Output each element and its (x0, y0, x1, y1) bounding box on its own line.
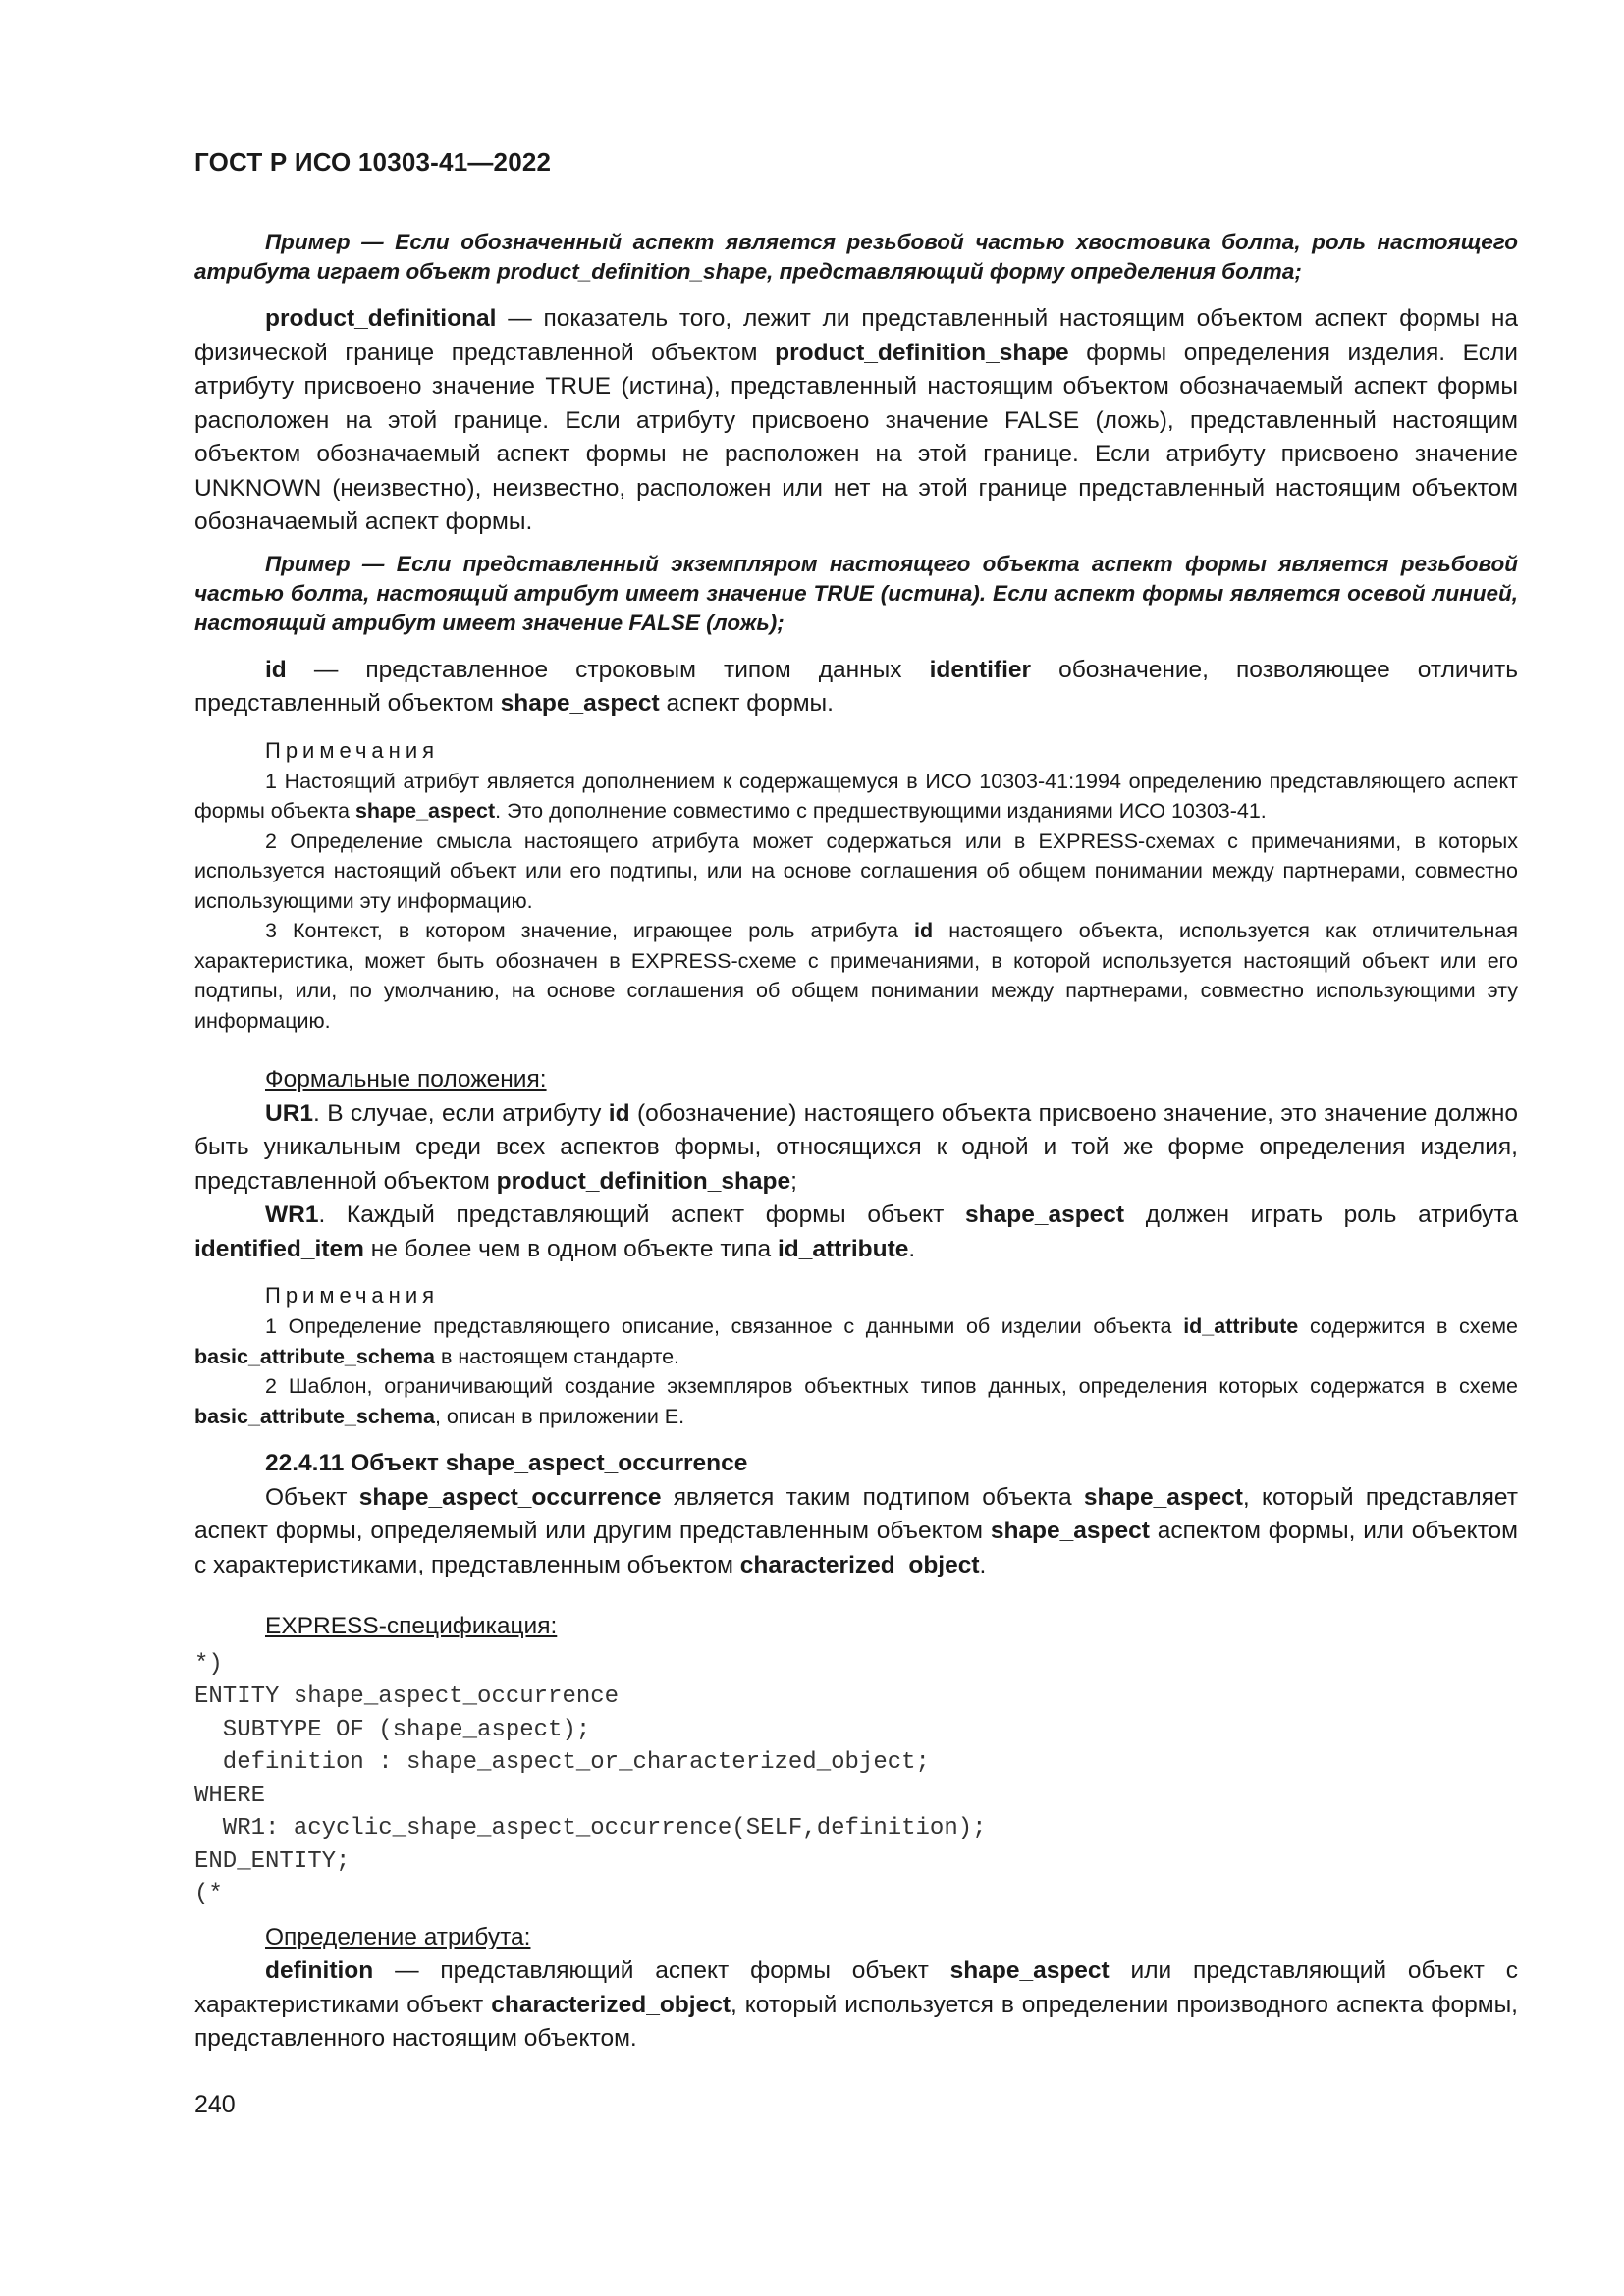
note-1-3 (194, 916, 1518, 1036)
text: не более чем в одном объекте типа (363, 1235, 778, 1262)
text: аспектом формы, или объектом с характеристиками, представленным объектом (194, 1518, 1518, 1578)
term: basic_attribute_schema (194, 1344, 435, 1368)
term: identified_item (194, 1235, 364, 1262)
formal-provisions-label: Формальные положения: (265, 1066, 547, 1093)
text: или представляющий объект с характеристиками объект (194, 1957, 1518, 2018)
note-1-2: 2 Определение смысла настоящего атрибута может содержаться или в EXPRESS-схемах с примечаниями, в которых используется настоящий объект или его подтипы, или на основе соглашения об общем понимании между партнерами, совместно использующими эту информацию. (194, 828, 1518, 913)
text: . Это дополнение совместимо с предшествующими изданиями ИСО 10303-41. (495, 799, 1267, 823)
text: (обозначение) настоящего объекта присвоено значение, это значение должно быть уникальным среди всех аспектов формы, относящихся к одной и той же форме определения изделия, представленной объектом (194, 1099, 1518, 1195)
text: формы определения изделия. Если атрибуту присвоено значение TRUE (истина), представленный настоящим объектом обозначаемый аспект формы расположен на этой границе. Если атрибуту присвоено значение FALSE (ложь), представленный настоящим объектом обозначаемый аспект формы не расположен на этой границе. Если атрибуту присвоено значение UNKNOWN (неизвестно), неизвестно, расположен или нет на этой границе представленный настоящим объектом обозначаемый аспект формы. (194, 339, 1518, 535)
text: — представляющий аспект формы объект (373, 1957, 950, 1984)
term: characterized_object (491, 1991, 731, 2018)
example-2: Пример — Если представленный экземпляром настоящего объекта аспект формы является резьбовой частью болта, настоящий атрибут имеет значение TRUE (истина). Если аспект формы является осевой линией, настоящий атрибут имеет значение FALSE (ложь); (194, 551, 1518, 635)
formal-provisions-label-wrap (194, 1063, 1518, 1097)
section-title: 22.4.11 Объект shape_aspect_occurrence (265, 1450, 748, 1476)
example-1: Пример — Если обозначенный аспект является резьбовой частью хвостовика болта, роль настоящего атрибута играет объект product_definition_shape, представляющий форму определения болта; (194, 230, 1518, 284)
text: Объект (265, 1483, 359, 1511)
text: . (979, 1551, 987, 1578)
text: в настоящем стандарте. (434, 1344, 680, 1368)
text: — показатель того, лежит ли представленный настоящим объектом аспект формы на физической границе представленной объектом (194, 305, 1518, 366)
text: 3 Контекст, в котором значение, играющее роль атрибута (265, 919, 915, 942)
term: shape_aspect (354, 799, 496, 823)
term: identifier (929, 656, 1032, 683)
text: — представленное строковым типом данных (286, 656, 930, 683)
page-content (194, 222, 1518, 2056)
text: 1 Настоящий атрибут является дополнением к содержащемуся в ИСО 10303-41:1994 определению представляющего аспект формы объекта (194, 769, 1518, 823)
text: , описан в приложении Е. (434, 1404, 685, 1428)
text: обозначение, позволяющее отличить представленный объектом (194, 656, 1518, 717)
term: id (608, 1099, 630, 1127)
paragraph-definition (194, 1954, 1518, 2056)
term-definition: definition (265, 1957, 374, 1984)
term: shape_aspect (949, 1957, 1110, 1984)
term-id: id (265, 656, 287, 683)
text: , который используется в определении производного аспекта формы, представленного настоящим объектом. (194, 1991, 1518, 2052)
express-code-block: *) ENTITY shape_aspect_occurrence SUBTYPE OF (shape_aspect); definition : shape_aspect_or_characterized_object; WHERE WR1: acyclic_shape_aspect_occurrence(SELF,definition); END_ENTITY; (* (194, 1650, 987, 1907)
term: id_attribute (777, 1235, 909, 1262)
text: , который представляет аспект формы, определяемый или другим представленным объектом (194, 1483, 1518, 1544)
text: аспект формы. (659, 690, 834, 717)
term: id_attribute (1183, 1314, 1299, 1338)
term: shape_aspect_occurrence (358, 1483, 662, 1511)
term: id (914, 919, 934, 942)
note-2-1 (194, 1311, 1518, 1371)
term-product-definitional: product_definitional (265, 305, 497, 332)
term: characterized_object (739, 1551, 980, 1578)
notes-title-2: Примечания (265, 1283, 440, 1308)
note-2-2 (194, 1371, 1518, 1431)
note-1-1 (194, 767, 1518, 827)
term: basic_attribute_schema (194, 1404, 435, 1428)
page-number: 240 (194, 2091, 236, 2118)
text: 1 Определение представляющего описание, связанное с данными об изделии объекта (265, 1314, 1184, 1338)
express-label-wrap (194, 1610, 1518, 1644)
paragraph-product-definitional (194, 302, 1518, 540)
rule-ur1 (194, 1097, 1518, 1200)
paragraph-id (194, 654, 1518, 721)
text: ; (790, 1167, 797, 1195)
rule-wr1 (194, 1199, 1518, 1266)
attribute-definition-label: Определение атрибута: (265, 1923, 531, 1950)
text: 2 Шаблон, ограничивающий создание экземпляров объектных типов данных, определения которых содержатся в схеме (265, 1374, 1518, 1398)
text: должен играть роль атрибута (1124, 1201, 1519, 1228)
rule-label-wr1: WR1 (265, 1201, 319, 1228)
document-header: ГОСТ Р ИСО 10303-41—2022 (194, 147, 552, 177)
text: . Каждый представляющий аспект формы объект (318, 1201, 966, 1228)
notes-title-1: Примечания (265, 737, 440, 763)
term: shape_aspect (990, 1518, 1150, 1544)
text: . В случае, если атрибуту (313, 1099, 609, 1127)
term: shape_aspect (1083, 1483, 1243, 1511)
text: является таким подтипом объекта (661, 1483, 1084, 1511)
section-title-wrap (194, 1447, 1518, 1481)
express-spec-label: EXPRESS-спецификация: (265, 1613, 558, 1639)
term: product_definition_shape (496, 1167, 791, 1195)
text: . (908, 1235, 916, 1262)
section-paragraph (194, 1481, 1518, 1583)
term: product_definition_shape (775, 339, 1069, 366)
term: shape_aspect (500, 690, 660, 717)
text: содержится в схеме (1298, 1314, 1518, 1338)
attr-def-label-wrap (194, 1921, 1518, 1955)
text: настоящего объекта, используется как отличительная характеристика, может быть обозначен в EXPRESS-схеме с примечаниями, в которой используется настоящий объект или его подтипы, или, по умолчанию, на основе соглашения об общем понимании между партнерами, совместно использующими эту информацию. (194, 919, 1518, 1033)
term: shape_aspect (965, 1201, 1125, 1228)
rule-label-ur1: UR1 (265, 1099, 314, 1127)
